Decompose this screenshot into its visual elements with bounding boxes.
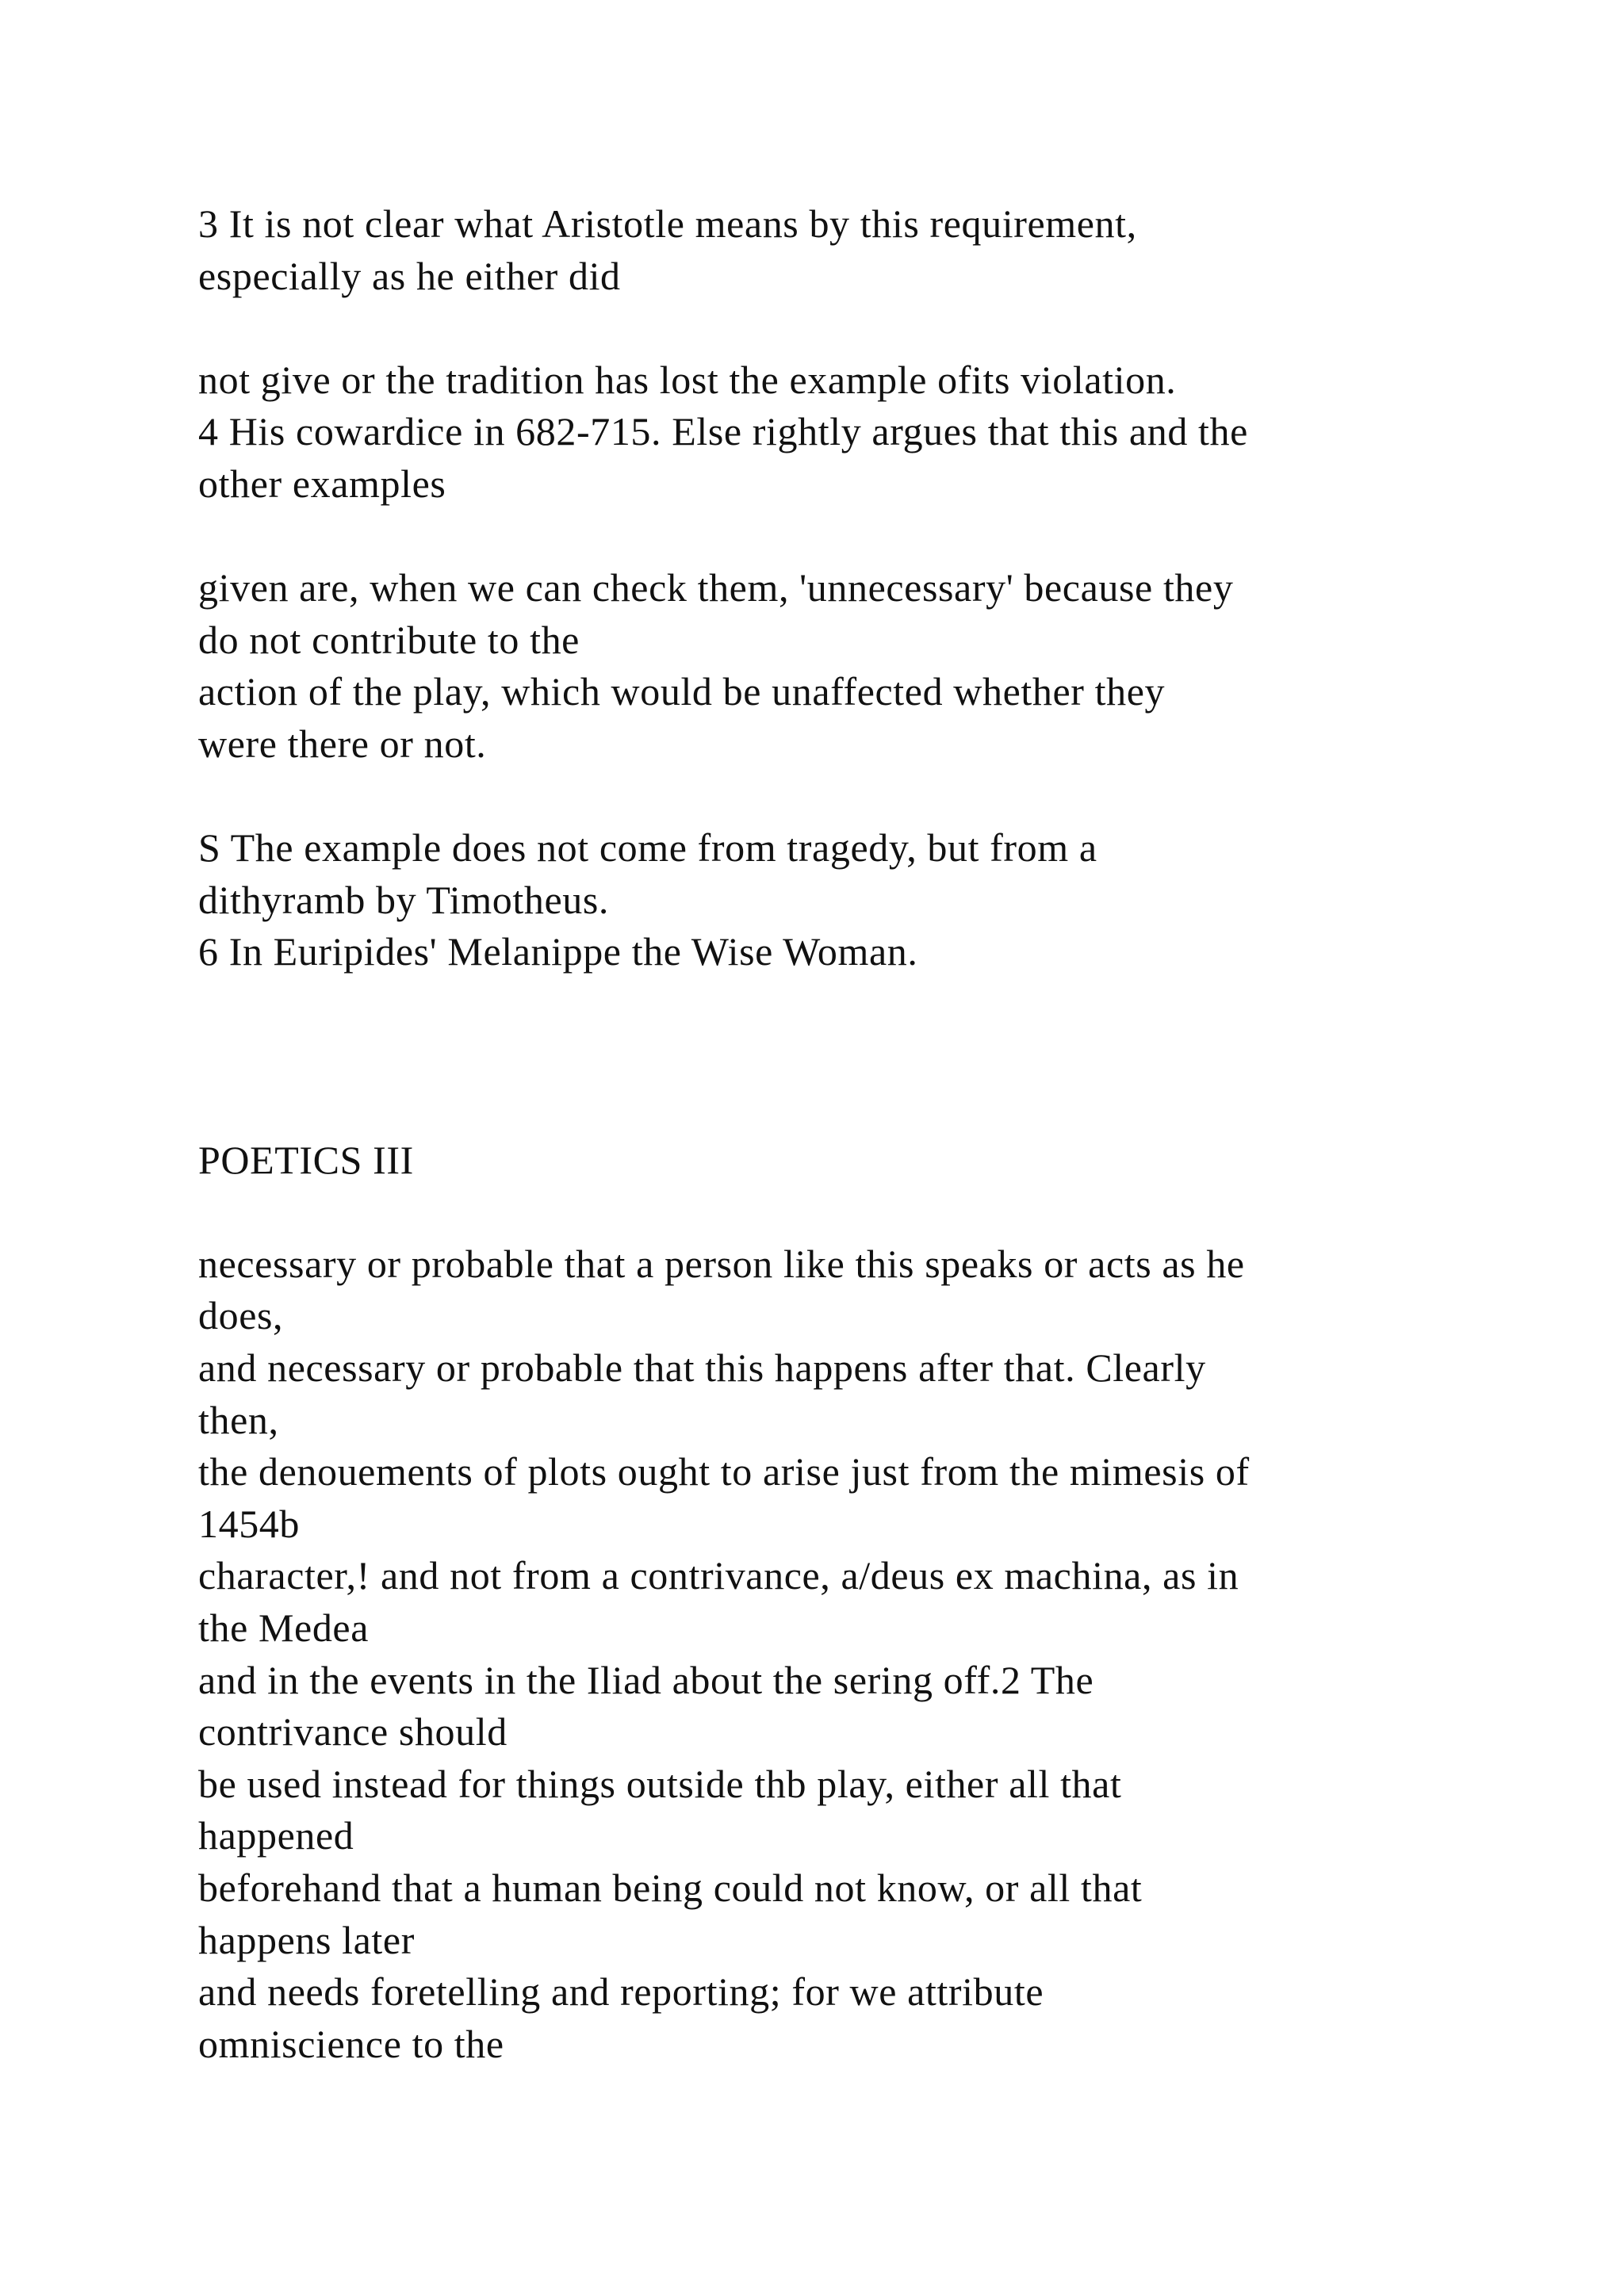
text-line: omniscience to the: [198, 2021, 504, 2066]
text-line: dithyramb by Timotheus.: [198, 877, 610, 922]
text-line: and needs foretelling and reporting; for we attribute: [198, 1969, 1044, 2015]
text-line: S The example does not come from tragedy, but from a: [198, 825, 1097, 871]
text-line: necessary or probable that a person like this speaks or acts as he: [198, 1241, 1245, 1286]
text-line: happened: [198, 1813, 354, 1858]
page-heading: POETICS III: [198, 1137, 414, 1182]
text-line: does,: [198, 1293, 284, 1338]
text-line: not give or the tradition has lost the example ofits violation.: [198, 357, 1177, 402]
text-line: contrivance should: [198, 1709, 508, 1755]
text-line: 1454b: [198, 1501, 300, 1546]
text-line: especially as he either did: [198, 253, 621, 298]
text-line: 3 It is not clear what Aristotle means by this requirement,: [198, 201, 1137, 246]
text-line: happens later: [198, 1917, 415, 1962]
text-line: do not contribute to the: [198, 617, 580, 662]
text-line: and necessary or probable that this happens after that. Clearly: [198, 1345, 1206, 1391]
text-line: 4 His cowardice in 682-715. Else rightly argues that this and the: [198, 409, 1248, 454]
section-gap: [198, 978, 1499, 1135]
section-heading: [198, 1135, 1499, 1187]
text-line: beforehand that a human being could not know, or all that: [198, 1866, 1143, 1911]
blank-line: [198, 771, 1499, 823]
text-line: character,! and not from a contrivance, a/deus ex machina, as in: [198, 1553, 1239, 1598]
text-line: be used instead for things outside thb play, either all that: [198, 1761, 1122, 1806]
document-page: [198, 198, 1499, 2070]
footnotes-section: [198, 198, 1499, 978]
blank-line: [198, 302, 1499, 354]
blank-line: [198, 511, 1499, 563]
blank-line: [198, 1186, 1499, 1238]
body-text-section: [198, 1238, 1499, 2071]
text-line: given are, when we can check them, 'unnecessary' because they: [198, 565, 1234, 610]
text-line: 6 In Euripides' Melanippe the Wise Woman.: [198, 929, 918, 974]
text-line: and in the events in the Iliad about the sering off.2 The: [198, 1657, 1094, 1702]
text-line: the denouements of plots ought to arise just from the mimesis of: [198, 1449, 1250, 1494]
text-line: other examples: [198, 461, 446, 506]
text-line: the Medea: [198, 1605, 370, 1651]
text-line: were there or not.: [198, 721, 487, 766]
text-line: action of the play, which would be unaffected whether they: [198, 669, 1166, 714]
text-line: then,: [198, 1397, 279, 1442]
